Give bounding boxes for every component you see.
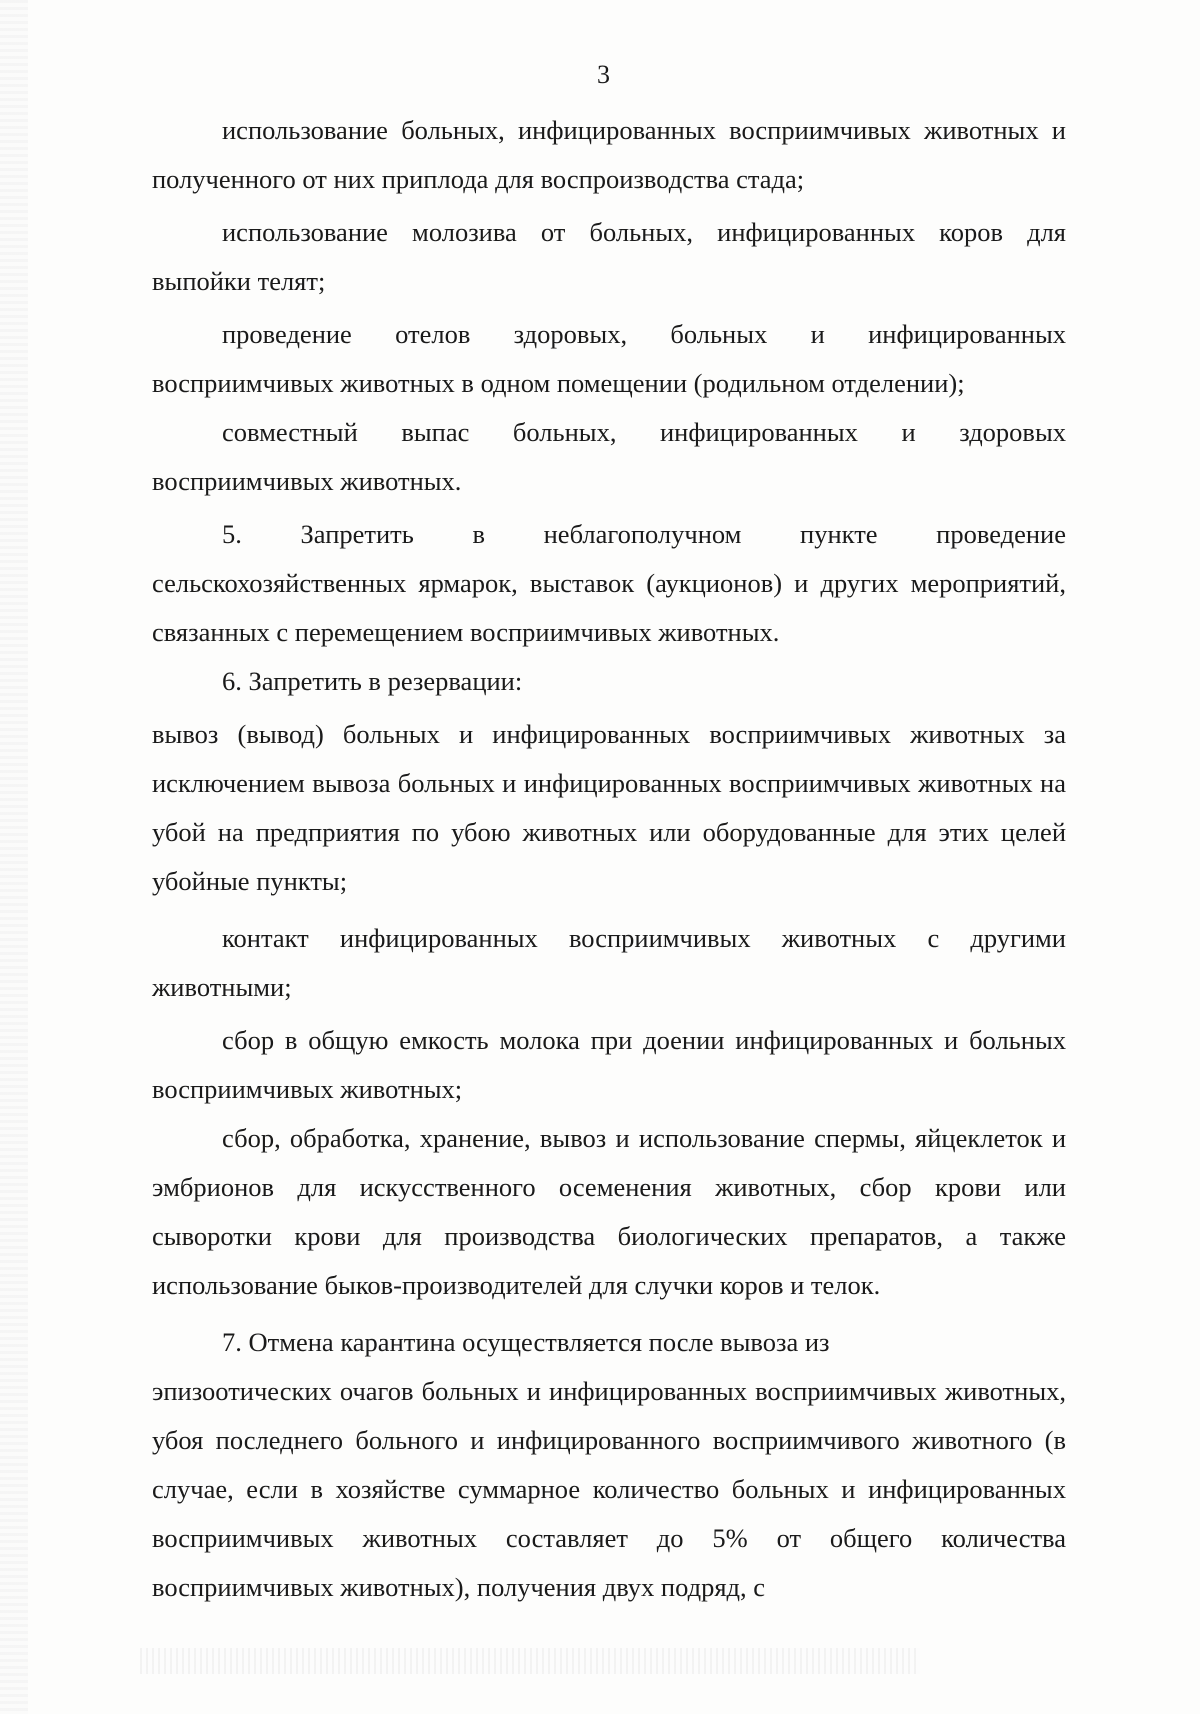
- scan-noise-left: [0, 0, 28, 1714]
- paragraph-calving: проведение отелов здоровых, больных и инфицированных восприимчивых животных в одном помещении (родильном отделении);: [152, 319, 1066, 398]
- paragraph-colostrum: использование молозива от больных, инфицированных коров для выпойки телят;: [152, 217, 1066, 296]
- paragraph-quarantine-conditions: эпизоотических очагов больных и инфицированных восприимчивых животных, убоя последнего больного и инфицированного восприимчивого животного (в случае, если в хозяйстве суммарное количество больных и инфицированных восприимчивых животных составляет до 5% от общего количества восприимчивых животных), получения двух подряд, с: [152, 1376, 1066, 1602]
- paragraph-export-ban: вывоз (вывод) больных и инфицированных восприимчивых животных за исключением вывоза больных и инфицированных восприимчивых животных на убой на предприятия по убою животных или оборудованные для этих целей убойные пункты;: [152, 719, 1066, 896]
- paragraph-item-5: 5. Запретить в неблагополучном пункте проведение сельскохозяйственных ярмарок, выставок (аукционов) и других мероприятий, связанных с перемещением восприимчивых животных.: [152, 519, 1066, 647]
- page-number: 3: [597, 60, 610, 89]
- paragraph-breeding-use: использование больных, инфицированных восприимчивых животных и полученного от них приплода для воспроизводства стада;: [152, 115, 1066, 194]
- paragraph-milk-collection: сбор в общую емкость молока при доении инфицированных и больных восприимчивых животных;: [152, 1025, 1066, 1104]
- paragraph-item-6: 6. Запретить в резервации:: [222, 666, 523, 696]
- paragraph-grazing: совместный выпас больных, инфицированных и здоровых восприимчивых животных.: [152, 417, 1066, 496]
- paragraph-item-7: 7. Отмена карантина осуществляется после вывоза из: [222, 1327, 830, 1357]
- scan-noise-bottom: [140, 1648, 920, 1674]
- document-body: [152, 106, 1066, 1612]
- paragraph-contact: контакт инфицированных восприимчивых животных с другими животными;: [152, 923, 1066, 1002]
- paragraph-sperm-collection: сбор, обработка, хранение, вывоз и использование спермы, яйцеклеток и эмбрионов для искусственного осеменения животных, сбор крови или сыворотки крови для производства биологических препаратов, а также использование быков-производителей для случки коров и телок.: [152, 1123, 1066, 1300]
